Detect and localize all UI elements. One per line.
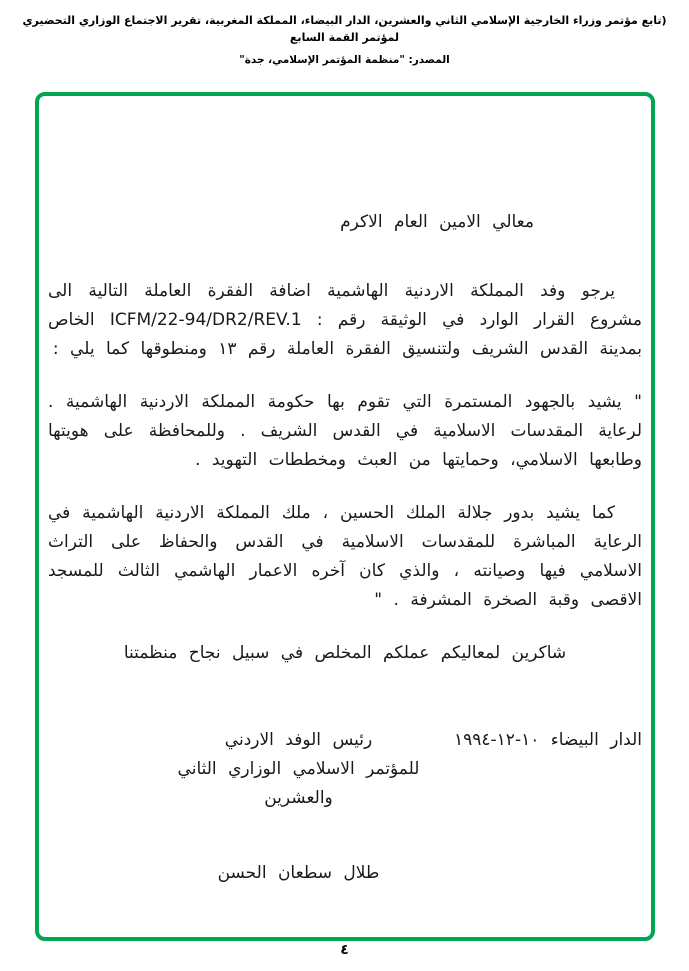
salutation: معالي الامين العام الاكرم — [340, 212, 534, 232]
page-number: ٤ — [340, 942, 349, 958]
document-header — [7, 0, 683, 69]
signatory-title-line-2: للمؤتمر الاسلامي الوزاري الثاني والعشرين — [177, 759, 420, 808]
paragraph-request: يرجو وفد المملكة الاردنية الهاشمية اضافة الفقرة العاملة التالية الى مشروع القرار الوارد في الوثيقة رقم : ICFM/22-94/DR2/REV.1 الخاص بمدينة القدس الشريف ولتنسيق الفقرة العاملة رقم ١٣ ومنطوقها كما يلي : — [48, 281, 642, 359]
header-title-line: (تابع مؤتمر وزراء الخارجية الإسلامي الثاني والعشرين، الدار البيضاء، المملكة المغربية، تقرير الاجتماع الوزاري التحضيري لمؤتمر القمة السابع — [22, 14, 667, 44]
signature-name: طلال سطعان الحسن — [217, 863, 380, 883]
paragraph-quote-2: كما يشيد بدور جلالة الملك الحسين ، ملك المملكة الاردنية الهاشمية في الرعاية المباشرة للمقدسات الاسلامية في القدس والحفاظ على التراث الاسلامي فيها وصيانته ، والذي كان آخره الاعمار الهاشمي الثالث للمسجد الاقصى وقبة الصخرة المشرفة . " — [48, 503, 642, 610]
closing-line: شاكرين لمعاليكم عملكم المخلص في سبيل نجاح منظمتنا — [123, 643, 567, 663]
signatory-title-line-1: رئيس الوفد الاردني — [224, 730, 373, 750]
letter-frame — [35, 92, 655, 941]
signature-block — [48, 726, 642, 888]
header-source-line: المصدر: "منظمة المؤتمر الإسلامي، جدة" — [239, 54, 450, 66]
paragraph-quote-1: " يشيد بالجهود المستمرة التي تقوم بها حكومة المملكة الاردنية الهاشمية . لرعاية المقدسات الاسلامية في القدس الشريف . وللمحافظة على هويتها وطابعها الاسلامي، وحمايتها من العبث ومخططات التهويد . — [48, 392, 642, 470]
date-place-line: الدار البيضاء ١٠-١٢-١٩٩٤ — [454, 730, 642, 750]
signatory-block — [143, 726, 454, 888]
